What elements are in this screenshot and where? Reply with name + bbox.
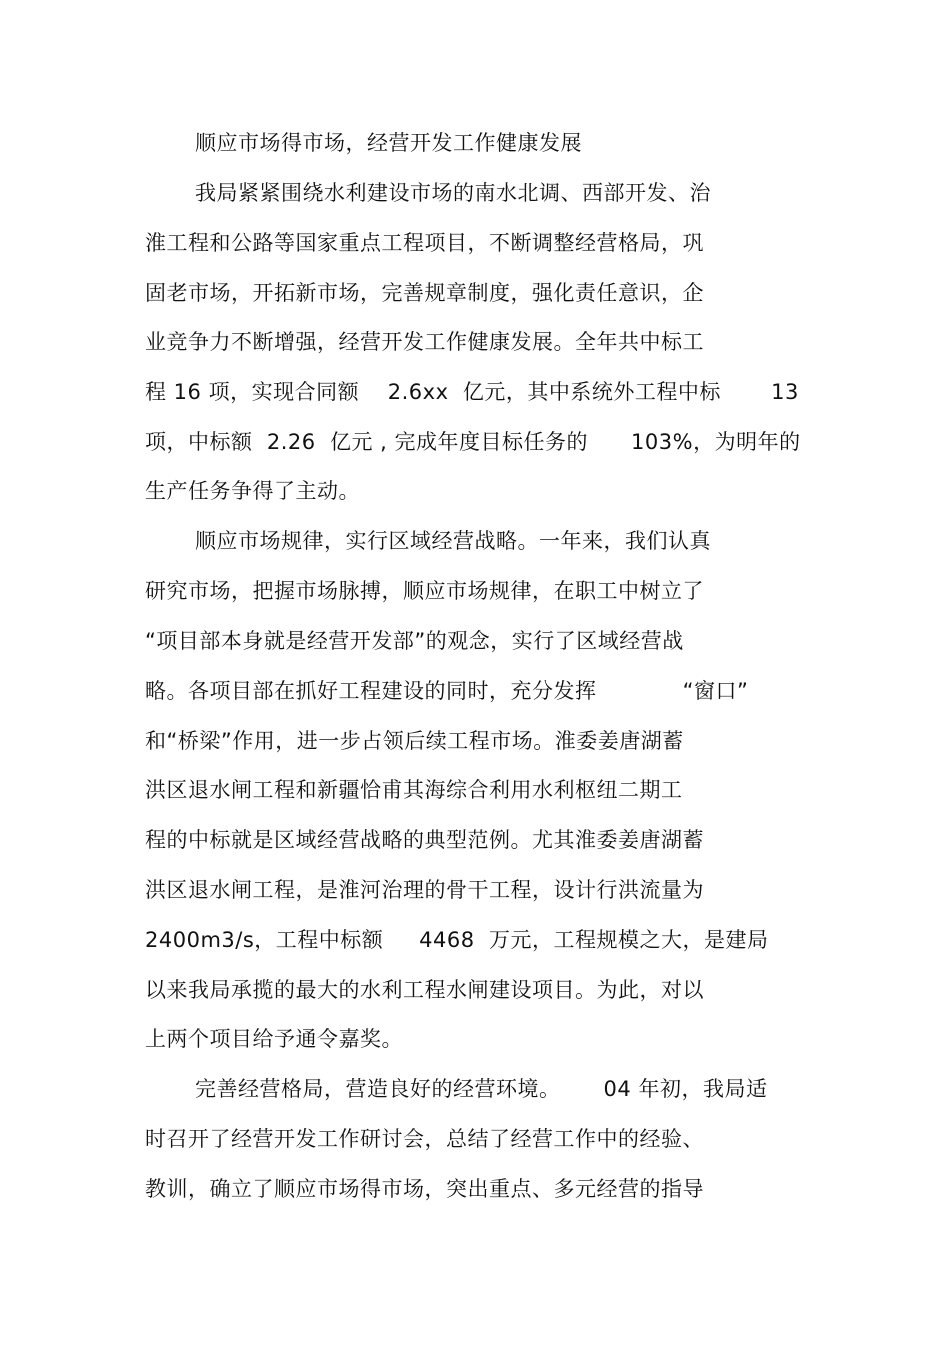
paragraph-line: 程 16 项，实现合同额 2.6xx 亿元，其中系统外工程中标 13: [145, 380, 799, 404]
paragraph-line: 和“桥梁”作用，进一步占领后续工程市场。淮委姜唐湖蓄: [145, 729, 684, 753]
paragraph-line: 教训，确立了顺应市场得市场，突出重点、多元经营的指导: [145, 1177, 704, 1201]
heading-line: 顺应市场得市场，经营开发工作健康发展: [195, 131, 582, 155]
paragraph-line: “项目部本身就是经营开发部”的观念，实行了区域经营战: [145, 629, 684, 653]
paragraph-line: 固老市场，开拓新市场，完善规章制度，强化责任意识，企: [145, 281, 704, 305]
paragraph-line: 研究市场，把握市场脉搏，顺应市场规律，在职工中树立了: [145, 579, 704, 603]
paragraph-line: 以来我局承揽的最大的水利工程水闸建设项目。为此，对以: [145, 978, 704, 1002]
paragraph-line: 我局紧紧围绕水利建设市场的南水北调、西部开发、治: [195, 181, 711, 205]
paragraph-line: 业竞争力不断增强，经营开发工作健康发展。全年共中标工: [145, 330, 704, 354]
paragraph-line: 程的中标就是区域经营战略的典型范例。尤其淮委姜唐湖蓄: [145, 828, 704, 852]
paragraph-line: 2400m3/s，工程中标额 4468 万元，工程规模之大，是建局: [145, 928, 769, 952]
paragraph-line: 上两个项目给予通令嘉奖。: [145, 1027, 403, 1051]
paragraph-line: 洪区退水闸工程，是淮河治理的骨干工程，设计行洪流量为: [145, 878, 704, 902]
paragraph-line: 淮工程和公路等国家重点工程项目，不断调整经营格局，巩: [145, 231, 704, 255]
paragraph-line: 洪区退水闸工程和新疆恰甫其海综合利用水利枢纽二期工: [145, 778, 683, 802]
paragraph-line: 项，中标额 2.26 亿元 , 完成年度目标任务的 103%，为明年的: [145, 430, 801, 454]
paragraph-line: 顺应市场规律，实行区域经营战略。一年来，我们认真: [195, 529, 711, 553]
paragraph-line: 完善经营格局，营造良好的经营环境。 04 年初，我局适: [195, 1077, 768, 1101]
paragraph-line: 略。各项目部在抓好工程建设的同时，充分发挥 “窗口”: [145, 679, 749, 703]
paragraph-line: 生产任务争得了主动。: [145, 479, 360, 503]
paragraph-line: 时召开了经营开发工作研讨会，总结了经营工作中的经验、: [145, 1127, 704, 1151]
